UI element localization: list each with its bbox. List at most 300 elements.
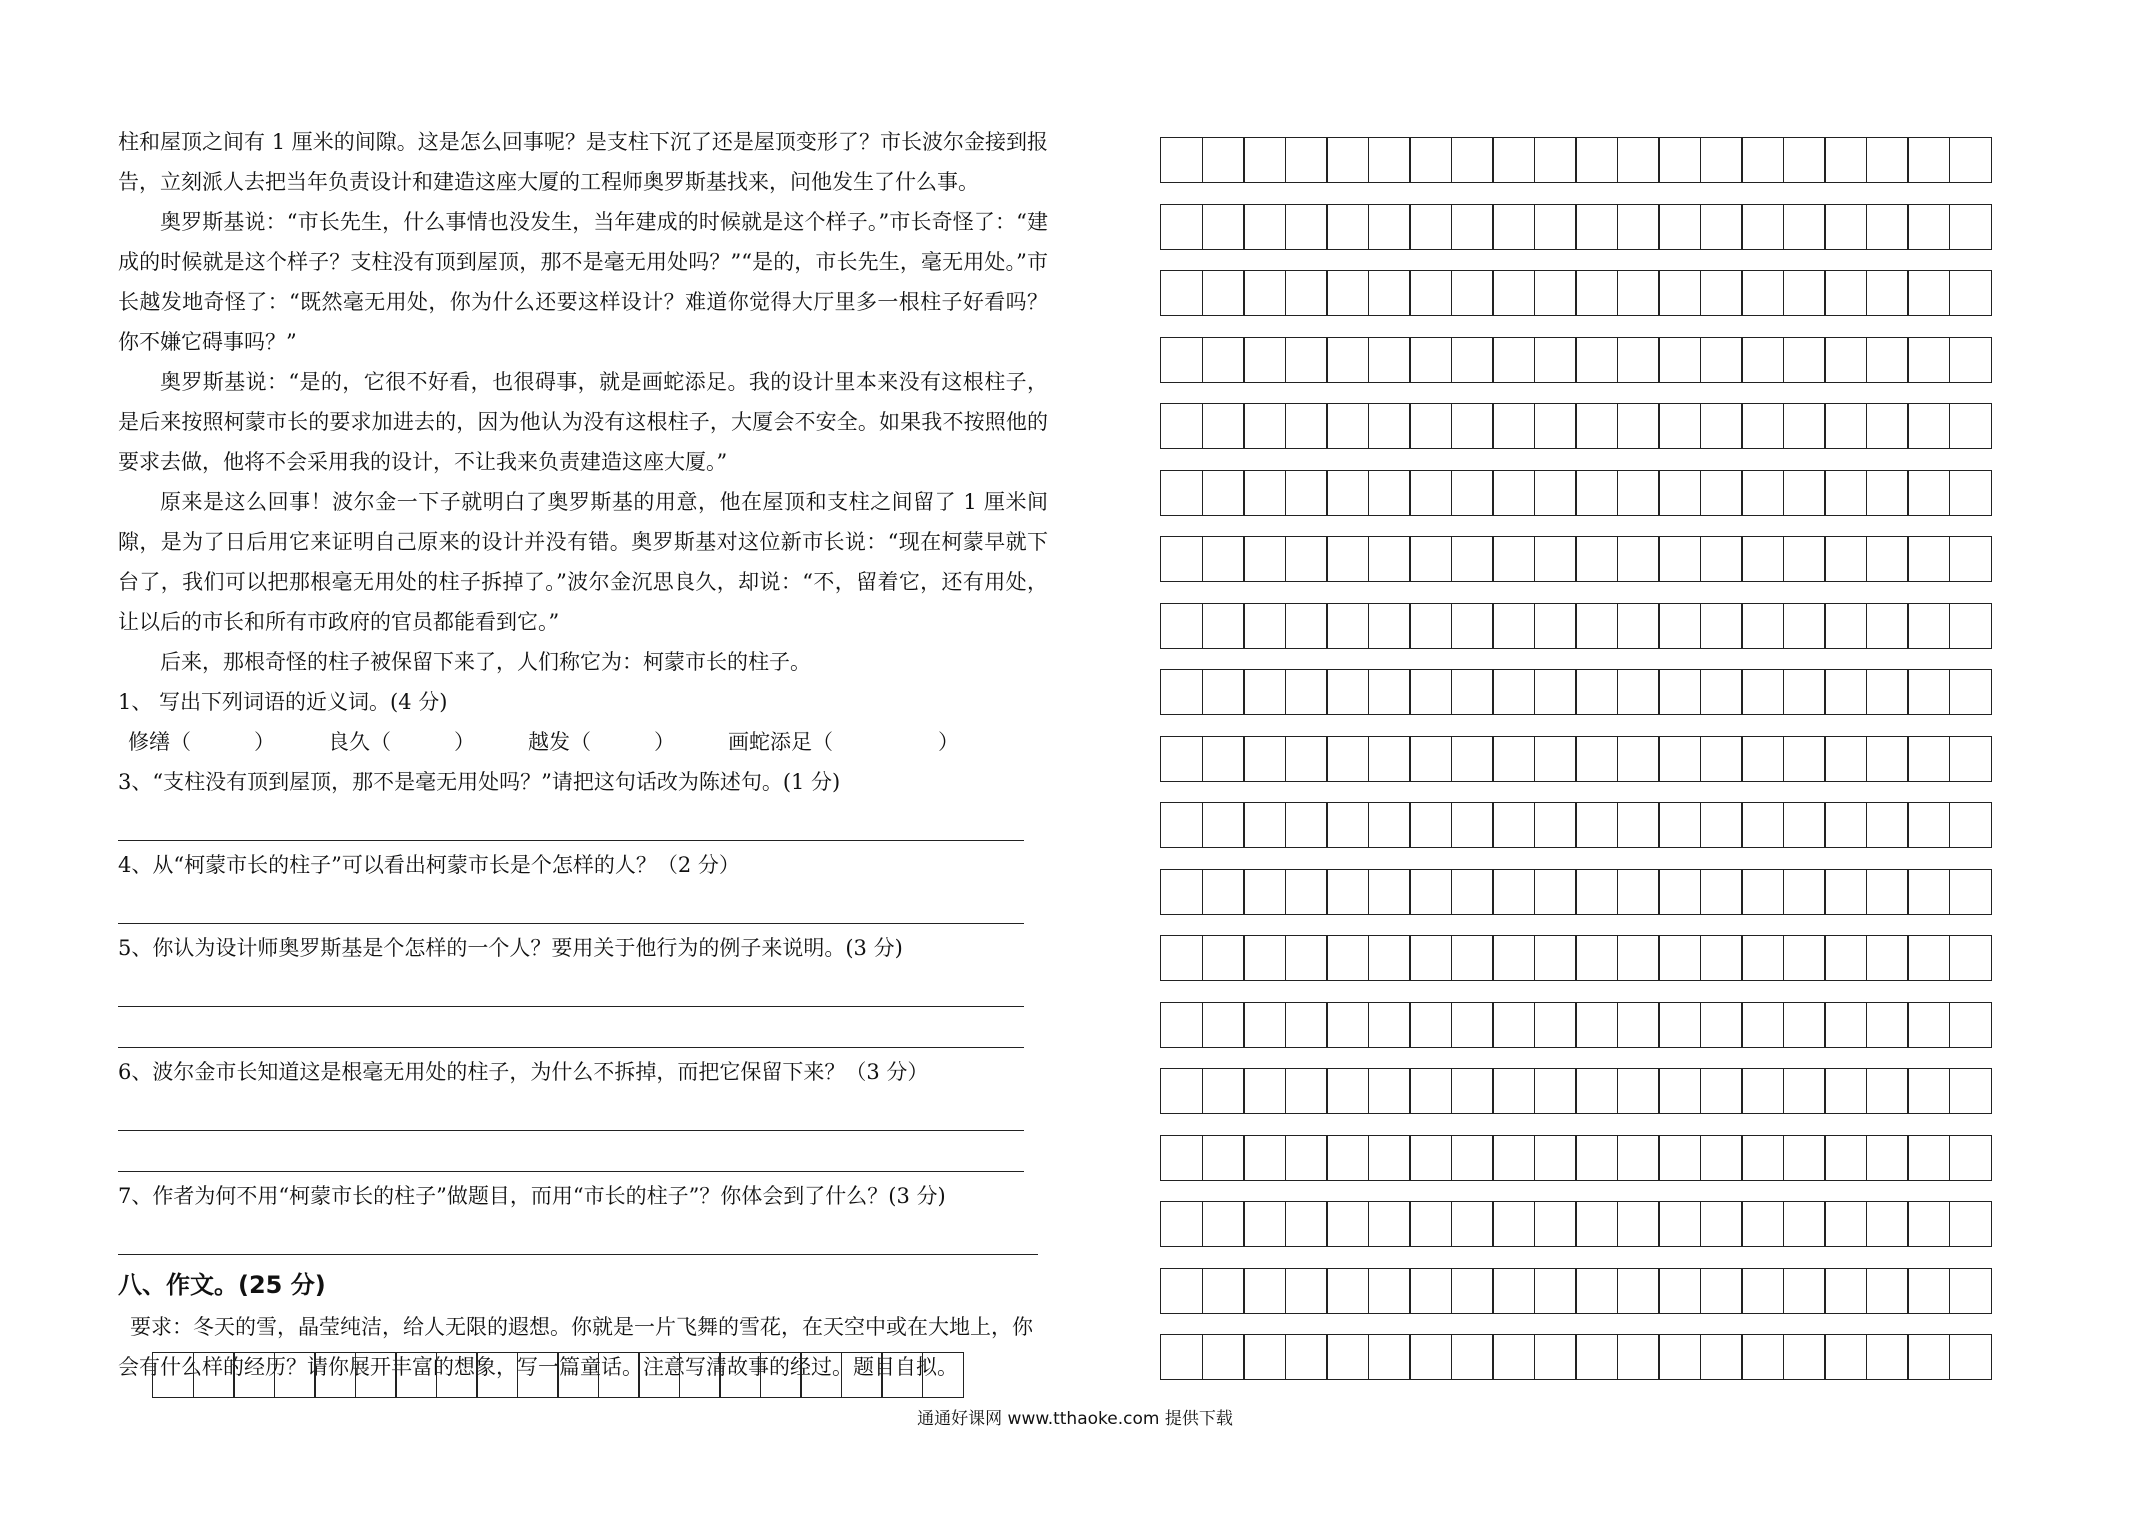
grid-cell[interactable] <box>1368 869 1411 915</box>
grid-cell[interactable] <box>1160 603 1203 649</box>
grid-cell[interactable] <box>1534 337 1577 383</box>
grid-cell[interactable] <box>1368 1002 1411 1048</box>
grid-cell[interactable] <box>1575 1002 1618 1048</box>
grid-cell[interactable] <box>1202 669 1245 715</box>
grid-cell[interactable] <box>1243 603 1286 649</box>
grid-cell[interactable] <box>1368 935 1411 981</box>
grid-cell[interactable] <box>1783 1068 1826 1114</box>
grid-cell[interactable] <box>1451 736 1494 782</box>
grid-cell[interactable] <box>1451 935 1494 981</box>
grid-cell[interactable] <box>1285 270 1328 316</box>
grid-cell[interactable] <box>1658 1002 1701 1048</box>
grid-cell[interactable] <box>1534 603 1577 649</box>
grid-cell[interactable] <box>1949 1002 1992 1048</box>
grid-cell[interactable] <box>1285 1135 1328 1181</box>
writing-grid-row[interactable] <box>1160 536 1992 582</box>
grid-cell[interactable] <box>1700 137 1743 183</box>
grid-cell[interactable] <box>1492 1201 1535 1247</box>
grid-cell[interactable] <box>1451 669 1494 715</box>
grid-cell[interactable] <box>598 1352 640 1398</box>
grid-cell[interactable] <box>1866 137 1909 183</box>
grid-cell[interactable] <box>1907 869 1950 915</box>
grid-cell[interactable] <box>1492 470 1535 516</box>
grid-cell[interactable] <box>1866 270 1909 316</box>
grid-cell[interactable] <box>1534 802 1577 848</box>
grid-cell[interactable] <box>1824 603 1867 649</box>
grid-cell[interactable] <box>314 1352 356 1398</box>
grid-cell[interactable] <box>1202 1334 1245 1380</box>
grid-cell[interactable] <box>1243 1068 1286 1114</box>
grid-cell[interactable] <box>1700 802 1743 848</box>
grid-cell[interactable] <box>1907 935 1950 981</box>
grid-cell[interactable] <box>1492 669 1535 715</box>
grid-cell[interactable] <box>1492 204 1535 250</box>
writing-grid-row[interactable] <box>1160 1002 1992 1048</box>
grid-cell[interactable] <box>1285 470 1328 516</box>
grid-cell[interactable] <box>1824 403 1867 449</box>
grid-cell[interactable] <box>1368 1068 1411 1114</box>
grid-cell[interactable] <box>1451 270 1494 316</box>
grid-cell[interactable] <box>1783 869 1826 915</box>
answer-line[interactable] <box>118 840 1024 841</box>
grid-cell[interactable] <box>1409 270 1452 316</box>
grid-cell[interactable] <box>1492 1002 1535 1048</box>
grid-cell[interactable] <box>1160 337 1203 383</box>
grid-cell[interactable] <box>1949 536 1992 582</box>
grid-cell[interactable] <box>1741 869 1784 915</box>
grid-cell[interactable] <box>1700 204 1743 250</box>
grid-cell[interactable] <box>1160 536 1203 582</box>
grid-cell[interactable] <box>1368 669 1411 715</box>
grid-cell[interactable] <box>1575 337 1618 383</box>
grid-cell[interactable] <box>1741 935 1784 981</box>
grid-cell[interactable] <box>1368 470 1411 516</box>
grid-cell[interactable] <box>1617 603 1660 649</box>
synonym-item[interactable]: 良久（ ） <box>328 730 475 754</box>
grid-cell[interactable] <box>1202 1135 1245 1181</box>
grid-cell[interactable] <box>1202 270 1245 316</box>
grid-cell[interactable] <box>1451 204 1494 250</box>
grid-cell[interactable] <box>1243 337 1286 383</box>
grid-cell[interactable] <box>1575 204 1618 250</box>
grid-cell[interactable] <box>760 1352 802 1398</box>
grid-cell[interactable] <box>1326 403 1369 449</box>
grid-cell[interactable] <box>1741 603 1784 649</box>
grid-cell[interactable] <box>355 1352 397 1398</box>
grid-cell[interactable] <box>1866 1068 1909 1114</box>
grid-cell[interactable] <box>1534 935 1577 981</box>
grid-cell[interactable] <box>1451 1201 1494 1247</box>
grid-cell[interactable] <box>1368 1268 1411 1314</box>
grid-cell[interactable] <box>1575 536 1618 582</box>
writing-grid-row[interactable] <box>1160 337 1992 383</box>
grid-cell[interactable] <box>1243 869 1286 915</box>
grid-cell[interactable] <box>1741 1334 1784 1380</box>
grid-cell[interactable] <box>1326 669 1369 715</box>
writing-grid-row[interactable] <box>1160 204 1992 250</box>
grid-cell[interactable] <box>1575 736 1618 782</box>
grid-cell[interactable] <box>1160 137 1203 183</box>
grid-cell[interactable] <box>1700 1201 1743 1247</box>
grid-cell[interactable] <box>1409 669 1452 715</box>
writing-grid-row[interactable] <box>1160 669 1992 715</box>
grid-cell[interactable] <box>1451 337 1494 383</box>
grid-cell[interactable] <box>1700 536 1743 582</box>
grid-cell[interactable] <box>1824 204 1867 250</box>
grid-cell[interactable] <box>1243 137 1286 183</box>
grid-cell[interactable] <box>1617 935 1660 981</box>
grid-cell[interactable] <box>1243 1334 1286 1380</box>
grid-cell[interactable] <box>1907 204 1950 250</box>
grid-cell[interactable] <box>1741 669 1784 715</box>
grid-cell[interactable] <box>1783 204 1826 250</box>
grid-cell[interactable] <box>1409 204 1452 250</box>
grid-cell[interactable] <box>1907 1068 1950 1114</box>
grid-cell[interactable] <box>1658 270 1701 316</box>
grid-cell[interactable] <box>1202 137 1245 183</box>
grid-cell[interactable] <box>1492 802 1535 848</box>
grid-cell[interactable] <box>1866 603 1909 649</box>
grid-cell[interactable] <box>1617 536 1660 582</box>
grid-cell[interactable] <box>1907 536 1950 582</box>
grid-cell[interactable] <box>1409 1201 1452 1247</box>
grid-cell[interactable] <box>1326 1268 1369 1314</box>
grid-cell[interactable] <box>1741 736 1784 782</box>
grid-cell[interactable] <box>1451 1002 1494 1048</box>
grid-cell[interactable] <box>1575 603 1618 649</box>
grid-cell[interactable] <box>1700 470 1743 516</box>
grid-cell[interactable] <box>1575 669 1618 715</box>
writing-grid-row[interactable] <box>1160 1268 1992 1314</box>
grid-cell[interactable] <box>1202 869 1245 915</box>
grid-cell[interactable] <box>1202 1068 1245 1114</box>
grid-cell[interactable] <box>1783 1002 1826 1048</box>
grid-cell[interactable] <box>1409 1135 1452 1181</box>
grid-cell[interactable] <box>1783 1135 1826 1181</box>
grid-cell[interactable] <box>1866 1002 1909 1048</box>
grid-cell[interactable] <box>1866 403 1909 449</box>
grid-cell[interactable] <box>1285 802 1328 848</box>
grid-cell[interactable] <box>1160 470 1203 516</box>
grid-cell[interactable] <box>1949 869 1992 915</box>
grid-cell[interactable] <box>1160 204 1203 250</box>
grid-cell[interactable] <box>1202 802 1245 848</box>
grid-cell[interactable] <box>1700 1068 1743 1114</box>
grid-cell[interactable] <box>1741 1002 1784 1048</box>
grid-cell[interactable] <box>1243 1002 1286 1048</box>
grid-cell[interactable] <box>1824 1068 1867 1114</box>
grid-cell[interactable] <box>1534 1135 1577 1181</box>
grid-cell[interactable] <box>1741 470 1784 516</box>
grid-cell[interactable] <box>1907 603 1950 649</box>
grid-cell[interactable] <box>1285 1268 1328 1314</box>
grid-cell[interactable] <box>1534 736 1577 782</box>
grid-cell[interactable] <box>1575 1068 1618 1114</box>
grid-cell[interactable] <box>1617 403 1660 449</box>
grid-cell[interactable] <box>1866 1334 1909 1380</box>
grid-cell[interactable] <box>1285 935 1328 981</box>
grid-cell[interactable] <box>1160 1135 1203 1181</box>
grid-cell[interactable] <box>1866 1268 1909 1314</box>
grid-cell[interactable] <box>1949 669 1992 715</box>
grid-cell[interactable] <box>1741 802 1784 848</box>
grid-cell[interactable] <box>1243 802 1286 848</box>
grid-cell[interactable] <box>1658 869 1701 915</box>
grid-cell[interactable] <box>1326 1201 1369 1247</box>
grid-cell[interactable] <box>1160 1201 1203 1247</box>
grid-cell[interactable] <box>1368 802 1411 848</box>
grid-cell[interactable] <box>1824 470 1867 516</box>
grid-cell[interactable] <box>1409 536 1452 582</box>
grid-cell[interactable] <box>1243 536 1286 582</box>
grid-cell[interactable] <box>1285 137 1328 183</box>
grid-cell[interactable] <box>1949 935 1992 981</box>
grid-cell[interactable] <box>1617 470 1660 516</box>
grid-cell[interactable] <box>1907 802 1950 848</box>
grid-cell[interactable] <box>1202 935 1245 981</box>
grid-cell[interactable] <box>1451 802 1494 848</box>
grid-cell[interactable] <box>1617 1201 1660 1247</box>
grid-cell[interactable] <box>1451 869 1494 915</box>
grid-cell[interactable] <box>1243 270 1286 316</box>
grid-cell[interactable] <box>1409 1268 1452 1314</box>
grid-cell[interactable] <box>1824 270 1867 316</box>
writing-grid-row[interactable] <box>1160 736 1992 782</box>
grid-cell[interactable] <box>1866 669 1909 715</box>
grid-cell[interactable] <box>1285 603 1328 649</box>
grid-cell[interactable] <box>1866 470 1909 516</box>
grid-cell[interactable] <box>1741 403 1784 449</box>
grid-cell[interactable] <box>1907 270 1950 316</box>
grid-cell[interactable] <box>719 1352 761 1398</box>
grid-cell[interactable] <box>1492 869 1535 915</box>
grid-cell[interactable] <box>1326 270 1369 316</box>
grid-cell[interactable] <box>1243 669 1286 715</box>
grid-cell[interactable] <box>1409 1002 1452 1048</box>
grid-cell[interactable] <box>1492 935 1535 981</box>
grid-cell[interactable] <box>1285 1201 1328 1247</box>
grid-cell[interactable] <box>1783 935 1826 981</box>
grid-cell[interactable] <box>1658 935 1701 981</box>
grid-cell[interactable] <box>1492 403 1535 449</box>
grid-cell[interactable] <box>1700 935 1743 981</box>
grid-cell[interactable] <box>1617 204 1660 250</box>
grid-cell[interactable] <box>1285 403 1328 449</box>
grid-cell[interactable] <box>1907 337 1950 383</box>
grid-cell[interactable] <box>638 1352 680 1398</box>
grid-cell[interactable] <box>1783 1201 1826 1247</box>
grid-cell[interactable] <box>1866 536 1909 582</box>
grid-cell[interactable] <box>1575 1268 1618 1314</box>
grid-cell[interactable] <box>1202 337 1245 383</box>
grid-cell[interactable] <box>1285 1334 1328 1380</box>
grid-cell[interactable] <box>1824 137 1867 183</box>
grid-cell[interactable] <box>1907 1201 1950 1247</box>
grid-cell[interactable] <box>1368 536 1411 582</box>
grid-cell[interactable] <box>1243 403 1286 449</box>
grid-cell[interactable] <box>679 1352 721 1398</box>
grid-cell[interactable] <box>1451 536 1494 582</box>
grid-cell[interactable] <box>1160 1068 1203 1114</box>
grid-cell[interactable] <box>1534 204 1577 250</box>
writing-grid-row[interactable] <box>1160 1135 1992 1181</box>
grid-cell[interactable] <box>1285 669 1328 715</box>
grid-cell[interactable] <box>1658 802 1701 848</box>
grid-cell[interactable] <box>1243 470 1286 516</box>
writing-grid-row[interactable] <box>1160 802 1992 848</box>
grid-cell[interactable] <box>1492 1135 1535 1181</box>
grid-cell[interactable] <box>1783 669 1826 715</box>
grid-cell[interactable] <box>1451 603 1494 649</box>
grid-cell[interactable] <box>1409 802 1452 848</box>
grid-cell[interactable] <box>1783 536 1826 582</box>
grid-cell[interactable] <box>1285 736 1328 782</box>
grid-cell[interactable] <box>1866 736 1909 782</box>
grid-cell[interactable] <box>1783 1334 1826 1380</box>
grid-cell[interactable] <box>1243 935 1286 981</box>
grid-cell[interactable] <box>1492 536 1535 582</box>
grid-cell[interactable] <box>1160 1002 1203 1048</box>
grid-cell[interactable] <box>1575 270 1618 316</box>
grid-cell[interactable] <box>1492 736 1535 782</box>
grid-cell[interactable] <box>1700 1334 1743 1380</box>
grid-cell[interactable] <box>395 1352 437 1398</box>
grid-cell[interactable] <box>1907 470 1950 516</box>
grid-cell[interactable] <box>1658 204 1701 250</box>
writing-grid-row[interactable] <box>1160 470 1992 516</box>
grid-cell[interactable] <box>1783 270 1826 316</box>
grid-cell[interactable] <box>1202 470 1245 516</box>
grid-cell[interactable] <box>1243 1201 1286 1247</box>
grid-cell[interactable] <box>1575 1334 1618 1380</box>
writing-grid-row[interactable] <box>152 1352 964 1398</box>
answer-line[interactable] <box>118 1171 1024 1172</box>
grid-cell[interactable] <box>1368 1201 1411 1247</box>
grid-cell[interactable] <box>1741 536 1784 582</box>
grid-cell[interactable] <box>1534 1268 1577 1314</box>
grid-cell[interactable] <box>1617 802 1660 848</box>
grid-cell[interactable] <box>1160 1268 1203 1314</box>
grid-cell[interactable] <box>1617 1002 1660 1048</box>
grid-cell[interactable] <box>1451 1068 1494 1114</box>
grid-cell[interactable] <box>1700 869 1743 915</box>
grid-cell[interactable] <box>1866 1135 1909 1181</box>
grid-cell[interactable] <box>1326 869 1369 915</box>
writing-grid-row[interactable] <box>1160 603 1992 649</box>
grid-cell[interactable] <box>1492 137 1535 183</box>
writing-grid-row[interactable] <box>1160 137 1992 183</box>
grid-cell[interactable] <box>1658 1068 1701 1114</box>
grid-cell[interactable] <box>1492 270 1535 316</box>
grid-cell[interactable] <box>1700 603 1743 649</box>
grid-cell[interactable] <box>1949 736 1992 782</box>
grid-cell[interactable] <box>1160 270 1203 316</box>
grid-cell[interactable] <box>1160 935 1203 981</box>
grid-cell[interactable] <box>1285 1002 1328 1048</box>
grid-cell[interactable] <box>1907 669 1950 715</box>
writing-grid-row[interactable] <box>1160 270 1992 316</box>
grid-cell[interactable] <box>1451 1135 1494 1181</box>
grid-cell[interactable] <box>1783 802 1826 848</box>
grid-cell[interactable] <box>1907 1002 1950 1048</box>
grid-cell[interactable] <box>1368 337 1411 383</box>
grid-cell[interactable] <box>1907 137 1950 183</box>
grid-cell[interactable] <box>1824 669 1867 715</box>
grid-cell[interactable] <box>1700 736 1743 782</box>
grid-cell[interactable] <box>1368 1135 1411 1181</box>
grid-cell[interactable] <box>1617 669 1660 715</box>
grid-cell[interactable] <box>1326 1334 1369 1380</box>
grid-cell[interactable] <box>1326 470 1369 516</box>
grid-cell[interactable] <box>1741 204 1784 250</box>
grid-cell[interactable] <box>1658 337 1701 383</box>
grid-cell[interactable] <box>1824 935 1867 981</box>
grid-cell[interactable] <box>1658 1268 1701 1314</box>
writing-grid-row[interactable] <box>1160 1068 1992 1114</box>
grid-cell[interactable] <box>1451 470 1494 516</box>
grid-cell[interactable] <box>1824 1268 1867 1314</box>
grid-cell[interactable] <box>1949 204 1992 250</box>
grid-cell[interactable] <box>1160 736 1203 782</box>
grid-cell[interactable] <box>1326 204 1369 250</box>
grid-cell[interactable] <box>1907 1334 1950 1380</box>
grid-cell[interactable] <box>1824 337 1867 383</box>
grid-cell[interactable] <box>1949 337 1992 383</box>
grid-cell[interactable] <box>1949 403 1992 449</box>
grid-cell[interactable] <box>1658 1135 1701 1181</box>
grid-cell[interactable] <box>1741 337 1784 383</box>
grid-cell[interactable] <box>152 1352 194 1398</box>
grid-cell[interactable] <box>1866 1201 1909 1247</box>
grid-cell[interactable] <box>1617 1268 1660 1314</box>
grid-cell[interactable] <box>1700 270 1743 316</box>
grid-cell[interactable] <box>1285 869 1328 915</box>
writing-grid-row[interactable] <box>1160 869 1992 915</box>
grid-cell[interactable] <box>1741 270 1784 316</box>
grid-cell[interactable] <box>1783 1268 1826 1314</box>
grid-cell[interactable] <box>1492 1268 1535 1314</box>
grid-cell[interactable] <box>1700 1135 1743 1181</box>
grid-cell[interactable] <box>1492 1068 1535 1114</box>
grid-cell[interactable] <box>1202 603 1245 649</box>
synonym-item[interactable]: 画蛇添足（ ） <box>728 730 959 754</box>
grid-cell[interactable] <box>881 1352 923 1398</box>
grid-cell[interactable] <box>1700 1002 1743 1048</box>
grid-cell[interactable] <box>1866 337 1909 383</box>
grid-cell[interactable] <box>1243 204 1286 250</box>
grid-cell[interactable] <box>1326 736 1369 782</box>
grid-cell[interactable] <box>1658 403 1701 449</box>
grid-cell[interactable] <box>1534 869 1577 915</box>
grid-cell[interactable] <box>1409 137 1452 183</box>
grid-cell[interactable] <box>1949 270 1992 316</box>
grid-cell[interactable] <box>1409 869 1452 915</box>
grid-cell[interactable] <box>1160 669 1203 715</box>
grid-cell[interactable] <box>1160 1334 1203 1380</box>
grid-cell[interactable] <box>1326 802 1369 848</box>
grid-cell[interactable] <box>1409 736 1452 782</box>
grid-cell[interactable] <box>1658 1334 1701 1380</box>
grid-cell[interactable] <box>1617 337 1660 383</box>
grid-cell[interactable] <box>1534 470 1577 516</box>
grid-cell[interactable] <box>1907 736 1950 782</box>
grid-cell[interactable] <box>1409 1068 1452 1114</box>
grid-cell[interactable] <box>1617 270 1660 316</box>
grid-cell[interactable] <box>1202 1268 1245 1314</box>
grid-cell[interactable] <box>1617 1135 1660 1181</box>
grid-cell[interactable] <box>1451 1268 1494 1314</box>
grid-cell[interactable] <box>1658 536 1701 582</box>
